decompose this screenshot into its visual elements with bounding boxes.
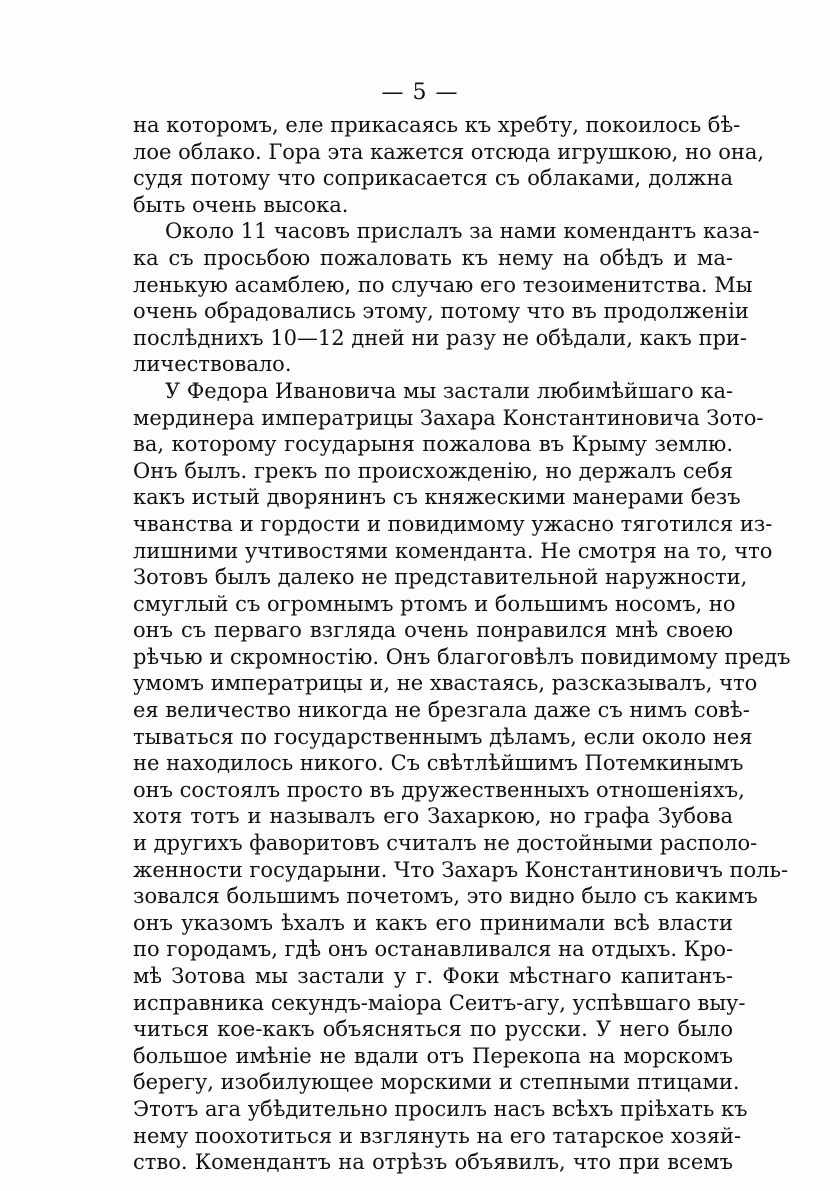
text-line: Около 11 часовъ прислалъ за нами комендантъ каза- — [165, 219, 760, 244]
text-line: зовался большимъ почетомъ, это видно было съ какимъ — [133, 884, 758, 909]
text-line: ея величество никогда не брезгала даже съ нимъ совѣ- — [133, 698, 750, 723]
text-line: большое имѣніе не вдали отъ Перекопа на морскомъ — [133, 1043, 733, 1068]
text-line: и другихъ фаворитовъ считалъ не достойными располо- — [133, 831, 758, 856]
text-line: лишними учтивостями коменданта. Не смотря на то, что — [133, 538, 773, 563]
text-line: на которомъ, еле прикасаясь къ хребту, покоилось бѣ- — [133, 113, 741, 137]
text-line: ство. Комендантъ на отрѣзъ объявилъ, что при всемъ — [133, 1150, 733, 1175]
text-line: тываться по государственнымъ дѣламъ, если около нея — [133, 724, 753, 749]
text-line: женности государыни. Что Захаръ Константиновичъ поль- — [133, 857, 789, 882]
text-line: смуглый съ огромнымъ ртомъ и большимъ носомъ, но — [133, 591, 736, 616]
text-line: мѣ Зотова мы застали у г. Фоки мѣстнаго капитанъ- — [133, 964, 733, 988]
text-line: читься кое-какъ объясняться по русски. У него было — [133, 1017, 733, 1042]
text-line: онъ съ перваго взгляда очень понравился мнѣ своею — [133, 618, 733, 643]
body-text — [133, 112, 791, 1176]
text-line: нему поохотиться и взглянуть на его татарское хозяй- — [133, 1123, 742, 1148]
text-line: личествовало. — [133, 352, 292, 377]
text-line: Зотовъ былъ далеко не представительной наружности, — [133, 565, 748, 590]
text-line: берегу, изобилующее морскими и степными птицами. — [133, 1070, 740, 1095]
paragraph — [133, 112, 765, 218]
text-line: не находилось никого. Съ свѣтлѣйшимъ Потемкинымъ — [133, 751, 744, 776]
text-line: онъ состоялъ просто въ дружественныхъ отношеніяхъ, — [133, 777, 745, 802]
text-line: онъ указомъ ѣхалъ и какъ его принимали всѣ власти — [133, 910, 733, 935]
text-line: мердинера императрицы Захара Константиновича Зото- — [133, 405, 764, 430]
text-line: быть очень высока. — [133, 192, 349, 217]
text-line: ленькую асамблею, по случаю его тезоименитства. Мы — [133, 272, 753, 297]
text-line: судя потому что соприкасается съ облаками, должна — [133, 166, 733, 191]
text-line: очень обрадовались этому, потому что въ продолженіи — [133, 299, 749, 324]
text-line: чванства и гордости и повидимому ужасно тяготился из- — [133, 511, 773, 536]
text-line: лое облако. Гора эта кажется отсюда игрушкою, но она, — [133, 139, 765, 164]
text-line: ка съ просьбою пожаловать къ нему на обѣдъ и ма- — [133, 245, 733, 270]
text-line: Этотъ ага убѣдительно просилъ насъ всѣхъ пріѣхать къ — [133, 1096, 748, 1121]
text-line: рѣчью и скромностію. Онъ благоговѣлъ повидимому предъ — [133, 644, 791, 669]
text-line: хотя тотъ и называлъ его Захаркою, но графа Зубова — [133, 804, 733, 829]
text-line: умомъ императрицы и, не хвастаясь, разсказывалъ, что — [133, 671, 758, 696]
text-line: послѣднихъ 10—12 дней ни разу не обѣдали, какъ при- — [133, 325, 747, 350]
paragraph — [133, 218, 760, 378]
text-line: какъ истый дворянинъ съ княжескими манерами безъ — [133, 485, 741, 510]
text-line: ва, которому государыня пожалова въ Крыму землю. — [133, 432, 733, 457]
text-line: исправника секундъ-маіора Сеитъ-агу, успѣвшаго выу- — [133, 990, 746, 1015]
page-number: — 5 — — [381, 80, 459, 105]
text-line: по городамъ, гдѣ онъ останавливался на отдыхъ. Кро- — [133, 937, 734, 962]
text-line: Онъ былъ. грекъ по происхожденію, но держалъ себя — [133, 458, 733, 483]
text-line: У Федора Ивановича мы застали любимѣйшаго ка- — [165, 378, 734, 403]
paragraph — [133, 378, 791, 1176]
